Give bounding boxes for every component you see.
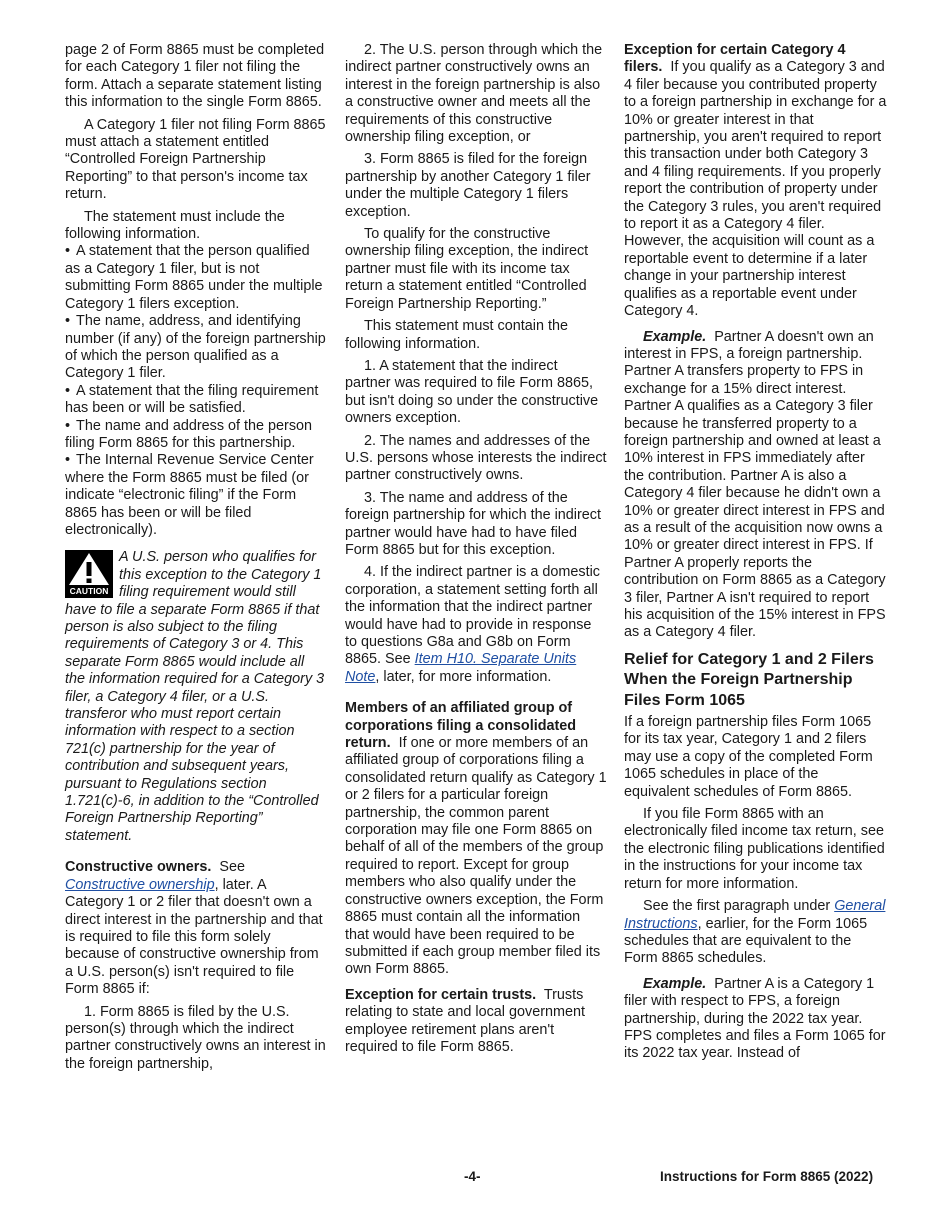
text: If one or more members of an affiliated group of corporations filing a consolidated return qualify as Category 1 or 2 filers for a particular foreign partnership, the common parent corporation may file one Form 8865 on behalf of all of the members of the group required to report. Except for group members who also qualify under the constructive owners exception, the Form 8865 must contain all the information that would have been required to be submitted if each group member filed its own Form 8865.: [345, 735, 607, 978]
subheading: Exception for certain trusts.: [345, 986, 537, 1003]
example-label: Example.: [643, 975, 707, 992]
bullet-list: [65, 243, 327, 539]
text: , later, for more information.: [375, 668, 552, 685]
paragraph: The statement must include the following information.: [65, 208, 285, 243]
list-item: • A statement that the person qualified as a Category 1 filer, but is not submitting Form 8865 under the multiple Category 1 filers exception.: [65, 243, 327, 313]
text: If you qualify as a Category 3 and 4 filer because you contributed property to a foreign partnership in exchange for a 10% or greater interest in that partnership, you aren't required to report this transaction under both Category 3 and 4 filing requirements. If you properly report the contribution of property under the Category 3 rules, you aren't required to report it as a Category 4 filer. However, the acquisition will count as a reportable event to determine if a later change in your partnership interest qualifies as a reportable event under Category 4.: [624, 59, 887, 320]
list-item: 2. The U.S. person through which the indirect partner constructively owns an interest in the foreign partnership is also a constructive owner and meets all the requirements of this constructive ownership filing exception, or: [345, 42, 603, 146]
list-item: 1. A statement that the indirect partner was required to file Form 8865, but isn't doing so under the constructive owners exception.: [345, 357, 599, 427]
list-item: • The Internal Revenue Service Center where the Form 8865 must be filed (or indicate “electronic filing” if the Form 8865 has been or will be filed electronically).: [65, 452, 327, 539]
list-item: • The name and address of the person filing Form 8865 for this partnership.: [65, 418, 327, 453]
text: Trusts relating to state and local government employee retirement plans aren't required to file Form 8865.: [345, 986, 585, 1055]
caution-text: A U.S. person who qualifies for this exception to the Category 1 filing requirement would still have to file a separate Form 8865 if that person is also subject to the filing requirements of Category 3 or 4. This separate Form 8865 would include all the information required for a Category 3 filer, a Category 4 filer, or a U.S. transferor who must report certain information with respect to a section 721(c) partnership for the year of contribution and subsequent years, pursuant to Regulations section 1.721(c)-6, in addition to the “Controlled Foreign Partnership Reporting” statement.: [65, 549, 325, 844]
example-paragraph: [624, 976, 888, 1063]
paragraph: This statement must contain the following information.: [345, 318, 568, 352]
constructive-ownership-link[interactable]: Constructive ownership: [65, 876, 215, 893]
paragraph: [624, 898, 888, 968]
item-h10-link[interactable]: Item H10. Separate Units Note: [345, 651, 577, 685]
page-number: -4-: [464, 1169, 481, 1184]
trusts-paragraph: [345, 987, 607, 1057]
text: See the first paragraph under: [643, 898, 831, 915]
document-title: Instructions for Form 8865 (2022): [660, 1169, 874, 1184]
list-item: [345, 564, 607, 686]
caution-note: [65, 549, 327, 845]
list-item: 3. Form 8865 is filed for the foreign partnership by another Category 1 filer under the multiple Category 1 filers exception.: [345, 151, 591, 220]
general-instructions-link[interactable]: General Instructions: [624, 898, 886, 932]
text: See: [219, 859, 245, 876]
text: , later. A Category 1 or 2 filer that doesn't own a direct interest in the partnership and that is required to file this form solely because of constructive ownership from a U.S. person(s) isn't required to file Form 8865 if:: [65, 876, 323, 998]
paragraph: A Category 1 filer not filing Form 8865 must attach a statement entitled “Controlled Foreign Partnership Reporting” to that person's income tax return.: [65, 116, 326, 203]
text: , earlier, for the Form 1065 schedules that are equivalent to the Form 8865 schedules.: [624, 915, 868, 967]
column-3: [624, 42, 888, 1068]
text: Partner A is a Category 1 filer with respect to FPS, a foreign partnership, during the 2022 tax year. FPS completes and files a Form 1065 for its 2022 tax year. Instead of: [624, 975, 886, 1062]
list-item: 2. The names and addresses of the U.S. persons whose interests the indirect partner constructively owns.: [345, 432, 607, 484]
affiliated-group-paragraph: [345, 700, 607, 979]
subheading: Constructive owners.: [65, 859, 212, 876]
caution-label: CAUTION: [69, 586, 109, 597]
paragraph: If a foreign partnership files Form 1065 for its tax year, Category 1 and 2 filers may use a copy of the completed Form 1065 schedules in place of the equivalent schedules of Form 8865.: [624, 714, 873, 800]
subheading: Exception for certain Category 4 filers.: [624, 42, 846, 76]
column-1: [65, 42, 327, 1078]
paragraph: If you file Form 8865 with an electronically filed income tax return, see the electronic filing publications identified in the instructions for your income tax return for more information.: [624, 806, 885, 892]
list-item: • The name, address, and identifying number (if any) of the foreign partnership of which the person qualified as a Category 1 filer.: [65, 313, 327, 383]
category-4-paragraph: [624, 42, 888, 321]
list-item: 1. Form 8865 is filed by the U.S. person(s) through which the indirect partner constructively owns an interest in the foreign partnership,: [65, 1003, 326, 1072]
list-item: • A statement that the filing requirement has been or will be satisfied.: [65, 383, 327, 418]
paragraph: To qualify for the constructive ownership filing exception, the indirect partner must file with its income tax return a statement entitled “Controlled Foreign Partnership Reporting.”: [345, 226, 589, 312]
list-item: 3. The name and address of the foreign partnership for which the indirect partner would have had to have filed Form 8865 but for this exception.: [345, 489, 601, 558]
paragraph: page 2 of Form 8865 must be completed for each Category 1 filer not filing the form. Attach a separate statement listing this information to the single Form 8865.: [65, 42, 325, 111]
example-paragraph: [624, 329, 888, 642]
section-heading: Relief for Category 1 and 2 Filers When the Foreign Partnership Files Form 1065: [624, 650, 874, 709]
text: Partner A doesn't own an interest in FPS, a foreign partnership. Partner A transfers property to FPS in exchange for a 15% direct interest. Partner A qualifies as a Category 3 filer because he transferred property to a foreign partnership and owned at least a 10% interest in FPS immediately after the contribution. Partner A is also a Category 4 filer because he didn't own a 10% or greater direct interest in FPS and as a result of the acquisition now owns a 10% or greater direct interest in FPS. If Partner A properly reports the contribution on Form 8865 as a Category 3 filer, Partner A isn't required to report his acquisition of the 15% interest in FPS as a Category 4 filer.: [624, 328, 886, 641]
text: 4. If the indirect partner is a domestic corporation, a statement setting forth all the information that the indirect partner would have had to provide in response to questions G8a and G8b on Form 8865. See: [345, 564, 600, 668]
caution-icon: [65, 550, 113, 598]
example-label: Example.: [643, 328, 707, 345]
column-2: [345, 42, 607, 1061]
constructive-owners-paragraph: [65, 859, 327, 998]
subheading: Members of an affiliated group of corporations filing a consolidated return.: [345, 700, 577, 752]
